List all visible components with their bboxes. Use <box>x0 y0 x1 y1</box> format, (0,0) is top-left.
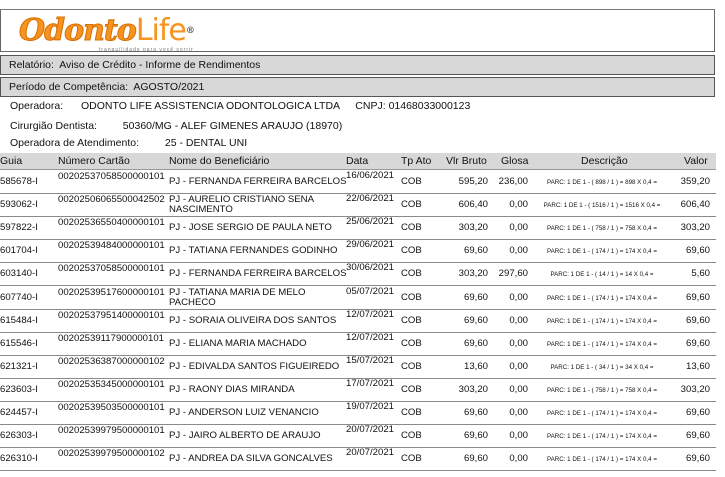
cell-valor: 69,60 <box>685 314 710 326</box>
cell-bruto: 595,20 <box>458 176 488 187</box>
cell-nome: PJ - RAONY DIAS MIRANDA <box>169 383 295 395</box>
cell-guia: 621321-I <box>0 360 38 372</box>
cell-glosa: 0,00 <box>509 314 528 326</box>
cell-tp: COB <box>401 222 422 234</box>
cell-bruto: 69,60 <box>463 407 488 418</box>
cell-bruto: 606,40 <box>458 199 488 211</box>
cell-valor: 69,60 <box>685 407 710 418</box>
table-row <box>0 193 716 217</box>
cell-valor: 13,60 <box>685 360 710 372</box>
cell-desc: PARC: 1 DE 1 - ( 14 / 1 ) = 14 X 0,4 = <box>550 271 654 279</box>
cell-nome: PJ - TATIANA FERNANDES GODINHO <box>169 245 338 257</box>
cell-tp: COB <box>401 360 422 372</box>
cell-nome: PJ - EDIVALDA SANTOS FIGUEIREDO <box>169 360 340 372</box>
cell-nome: PJ - FERNANDA FERREIRA BARCELOS <box>169 268 347 280</box>
cell-desc: PARC: 1 DE 1 - ( 174 / 1 ) = 174 X 0,4 = <box>547 248 657 256</box>
cell-bruto: 303,20 <box>458 268 488 280</box>
table-row <box>0 216 716 240</box>
cell-data: 16/06/2021 <box>346 170 395 181</box>
cell-bruto: 69,60 <box>463 430 488 442</box>
cell-desc: PARC: 1 DE 1 - ( 174 / 1 ) = 174 X 0,4 = <box>547 456 657 464</box>
cell-valor: 303,20 <box>680 383 710 395</box>
table-row <box>0 170 716 194</box>
cell-tp: COB <box>401 337 422 349</box>
atendimento-value: 25 - DENTAL UNI <box>164 137 248 149</box>
cell-nome: PJ - FERNANDA FERREIRA BARCELOS <box>169 176 347 187</box>
cell-tp: COB <box>401 176 422 187</box>
cell-desc: PARC: 1 DE 1 - ( 174 / 1 ) = 174 X 0,4 = <box>547 317 657 325</box>
cell-guia: 593062-I <box>0 199 38 211</box>
cell-tp: COB <box>401 268 422 280</box>
cell-nome: PJ - TATIANA MARIA DE MELO PACHECO <box>169 286 306 308</box>
cell-guia: 603140-I <box>0 268 38 280</box>
cell-data: 30/06/2021 <box>346 262 395 274</box>
cell-data: 22/06/2021 <box>346 193 395 205</box>
cell-tp: COB <box>401 291 422 303</box>
cell-cartao: 00202506065500042502 <box>58 194 165 206</box>
cell-cartao: 00202536550400000101 <box>58 217 165 229</box>
cell-guia: 624457-I <box>0 407 38 418</box>
odontolife-logo <box>19 13 194 48</box>
header-guia: Guia <box>0 155 23 167</box>
cell-desc: PARC: 1 DE 1 - ( 1516 / 1 ) = 1516 X 0,4 = <box>543 202 661 210</box>
periodo-value: AGOSTO/2021 <box>133 81 205 93</box>
cell-nome: PJ - JOSE SERGIO DE PAULA NETO <box>169 222 332 234</box>
cell-glosa: 297,60 <box>498 268 528 280</box>
header-descricao: Descrição <box>581 155 628 167</box>
cell-nome: PJ - ELIANA MARIA MACHADO <box>169 337 307 349</box>
cell-valor: 69,60 <box>685 453 710 465</box>
cell-bruto: 69,60 <box>463 453 488 465</box>
cell-valor: 359,20 <box>680 176 710 187</box>
cell-glosa: 0,00 <box>509 453 528 465</box>
header-vlr-bruto: Vlr Bruto <box>446 155 487 167</box>
cell-valor: 303,20 <box>680 222 710 234</box>
atendimento-line <box>10 137 247 150</box>
cell-cartao: 00202537951400000101 <box>58 309 165 321</box>
cell-nome: PJ - ANDREA DA SILVA GONCALVES <box>169 453 333 465</box>
cell-bruto: 303,20 <box>458 222 488 234</box>
cell-nome: PJ - JAIRO ALBERTO DE ARAUJO <box>169 430 321 442</box>
cell-guia: 615546-I <box>0 337 38 349</box>
cell-glosa: 0,00 <box>509 337 528 349</box>
cell-tp: COB <box>401 383 422 395</box>
cell-tp: COB <box>401 453 422 465</box>
table-row <box>0 332 716 356</box>
logo-tagline: tranquilidade para você sorrir <box>99 47 194 53</box>
header-valor: Valor <box>684 155 708 167</box>
cell-desc: PARC: 1 DE 1 - ( 174 / 1 ) = 174 X 0,4 = <box>547 433 657 441</box>
cell-tp: COB <box>401 407 422 418</box>
cell-tp: COB <box>401 314 422 326</box>
cell-data: 20/07/2021 <box>346 424 395 436</box>
cell-cartao: 00202536387000000102 <box>58 355 165 367</box>
table-row <box>0 378 716 402</box>
cell-glosa: 0,00 <box>509 291 528 303</box>
cell-tp: COB <box>401 245 422 257</box>
cell-guia: 626310-I <box>0 453 38 465</box>
table-row <box>0 355 716 379</box>
cell-nome: PJ - SORAIA OLIVEIRA DOS SANTOS <box>169 314 337 326</box>
cell-valor: 69,60 <box>685 245 710 257</box>
cell-desc: PARC: 1 DE 1 - ( 758 / 1 ) = 758 X 0,4 = <box>547 225 657 233</box>
cell-data: 20/07/2021 <box>346 447 395 459</box>
cell-bruto: 303,20 <box>458 383 488 395</box>
relatorio-label: Relatório: <box>9 59 54 71</box>
cell-cartao: 00202539484000000101 <box>58 240 165 252</box>
cell-glosa: 0,00 <box>509 222 528 234</box>
cell-cartao: 00202539117900000101 <box>58 332 164 344</box>
cell-cartao: 00202539517600000101 <box>58 286 165 298</box>
cell-bruto: 13,60 <box>463 360 488 372</box>
cell-cartao: 00202539979500000101 <box>58 425 165 437</box>
cell-tp: COB <box>401 199 422 211</box>
cell-data: 19/07/2021 <box>346 401 395 412</box>
header-nome: Nome do Beneficiário <box>169 155 270 167</box>
cell-valor: 606,40 <box>680 199 710 211</box>
cell-cartao: 00202539503500000101 <box>58 402 165 413</box>
cell-cartao: 00202535345000000101 <box>58 378 165 390</box>
header-glosa: Glosa <box>501 155 529 167</box>
logo-odonto-text: Odonto <box>19 13 136 48</box>
cell-nome: PJ - AURELIO CRISTIANO SENA NASCIMENTO <box>169 194 314 216</box>
logo-header <box>0 10 715 52</box>
cell-valor: 69,60 <box>685 430 710 442</box>
operadora-value: ODONTO LIFE ASSISTENCIA ODONTOLOGICA LTDA <box>80 100 340 112</box>
cnpj-label: CNPJ: <box>355 100 386 112</box>
cell-valor: 5,60 <box>691 268 710 280</box>
cell-guia: 601704-I <box>0 245 38 257</box>
cell-guia: 623603-I <box>0 383 38 395</box>
cell-data: 29/06/2021 <box>346 239 395 251</box>
period-band <box>0 77 715 97</box>
cell-data: 12/07/2021 <box>346 331 395 343</box>
table-row <box>0 262 716 286</box>
header-data: Data <box>346 155 369 167</box>
cell-data: 25/06/2021 <box>346 216 395 228</box>
cell-data: 17/07/2021 <box>346 377 395 389</box>
cell-cartao: 00202537058500000101 <box>58 171 165 182</box>
cirurgiao-value: 50360/MG - ALEF GIMENES ARAUJO (18970) <box>122 120 343 132</box>
header-cartao: Número Cartão <box>58 155 130 167</box>
cell-bruto: 69,60 <box>463 291 488 303</box>
cirurgiao-label: Cirurgião Dentista: <box>10 120 97 132</box>
cell-guia: 607740-I <box>0 291 38 303</box>
table-row <box>0 401 716 425</box>
cell-glosa: 0,00 <box>509 383 528 395</box>
table-header <box>0 153 716 170</box>
cell-desc: PARC: 1 DE 1 - ( 174 / 1 ) = 174 X 0,4 = <box>547 340 657 348</box>
cirurgiao-line <box>10 120 342 133</box>
cell-data: 12/07/2021 <box>346 308 395 320</box>
relatorio-value: Aviso de Crédito - Informe de Rendimentos <box>59 59 261 71</box>
cell-glosa: 0,00 <box>509 199 528 211</box>
cell-valor: 69,60 <box>685 291 710 303</box>
cell-desc: PARC: 1 DE 1 - ( 898 / 1 ) = 898 X 0,4 = <box>547 179 657 186</box>
atendimento-label: Operadora de Atendimento: <box>10 137 140 149</box>
cell-data: 15/07/2021 <box>346 354 395 366</box>
table-row <box>0 309 716 333</box>
cell-guia: 615484-I <box>0 314 38 326</box>
cell-glosa: 236,00 <box>498 176 528 187</box>
table-row <box>0 424 716 448</box>
logo-trademark: ® <box>185 26 194 36</box>
cell-cartao: 00202539979500000102 <box>58 448 165 460</box>
report-type-band <box>0 55 715 75</box>
cell-tp: COB <box>401 430 422 442</box>
cell-desc: PARC: 1 DE 1 - ( 174 / 1 ) = 174 X 0,4 = <box>547 410 657 417</box>
cell-glosa: 0,00 <box>509 245 528 257</box>
cnpj-value: 01468033000123 <box>388 100 471 112</box>
cell-nome: PJ - ANDERSON LUIZ VENANCIO <box>169 407 319 418</box>
cell-bruto: 69,60 <box>463 314 488 326</box>
cell-desc: PARC: 1 DE 1 - ( 34 / 1 ) = 34 X 0,4 = <box>550 363 654 371</box>
cell-guia: 626303-I <box>0 430 38 442</box>
cell-glosa: 0,00 <box>509 407 528 418</box>
cell-guia: 585678-I <box>0 176 38 187</box>
cell-desc: PARC: 1 DE 1 - ( 758 / 1 ) = 758 X 0,4 = <box>547 386 657 394</box>
periodo-label: Período de Competência: <box>9 81 129 93</box>
table-row <box>0 447 716 471</box>
header-tp-ato: Tp Ato <box>401 155 432 167</box>
cell-glosa: 0,00 <box>509 430 528 442</box>
cell-desc: PARC: 1 DE 1 - ( 174 / 1 ) = 174 X 0,4 = <box>547 294 657 302</box>
logo-life-text: Life <box>135 13 186 48</box>
cell-glosa: 0,00 <box>509 360 528 372</box>
cell-data: 05/07/2021 <box>346 285 395 297</box>
cell-bruto: 69,60 <box>463 337 488 349</box>
cell-cartao: 00202537058500000101 <box>58 263 165 275</box>
operadora-label: Operadora: <box>10 100 64 112</box>
operadora-line <box>10 100 470 113</box>
cell-valor: 69,60 <box>685 337 710 349</box>
cell-bruto: 69,60 <box>463 245 488 257</box>
table-row <box>0 239 716 263</box>
table-row <box>0 286 716 310</box>
cell-guia: 597822-I <box>0 222 38 234</box>
